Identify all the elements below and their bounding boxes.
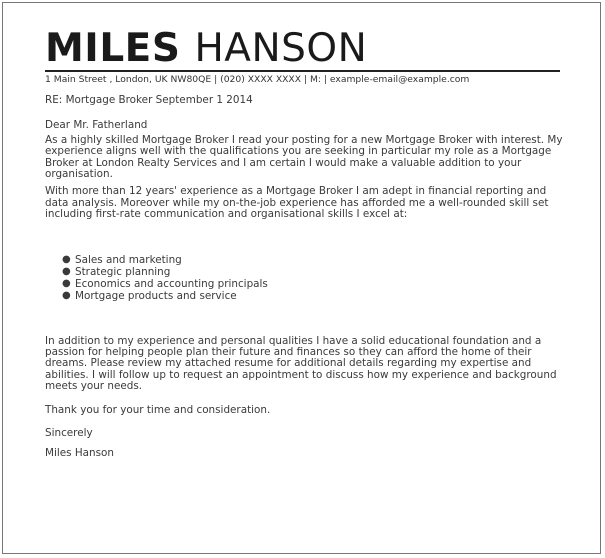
- skill-label: Mortgage products and service: [75, 289, 237, 302]
- skill-label: Strategic planning: [75, 265, 171, 278]
- header-divider: [45, 70, 560, 72]
- paragraph-experience: With more than 12 years' experience as a Mortgage Broker I am adept in financial reporting and data analysis. Moreover while my on-the-job experience has afforded me a well-rounded skill set including first-rate communication and organisational skills I excel at:: [45, 185, 549, 221]
- list-item: [62, 253, 565, 266]
- letter-body: [45, 95, 565, 459]
- list-item: [62, 265, 565, 278]
- paragraph-intro: As a highly skilled Mortgage Broker I read your posting for a new Mortgage Broker with interest. My experience aligns well with the qualifications you are seeking in particular my role as a Mortgage Broker at London Realty Services and I am certain I would make a valuable addition to your organisation.: [45, 133, 563, 181]
- contact-line: 1 Main Street , London, UK NW80QE | (020) XXXX XXXX | M: | example-email@example.com: [45, 74, 470, 85]
- letter-page: [2, 2, 601, 554]
- bullet-icon: ●: [62, 289, 71, 301]
- skill-label: Sales and marketing: [75, 253, 182, 266]
- skill-label: Economics and accounting principals: [75, 277, 268, 290]
- bullet-icon: ●: [62, 265, 71, 277]
- re-line: RE: Mortgage Broker September 1 2014: [45, 94, 253, 106]
- signature-name: Miles Hanson: [45, 446, 114, 459]
- salutation: Dear Mr. Fatherland: [45, 119, 148, 132]
- applicant-name: [45, 26, 368, 71]
- bullet-icon: ●: [62, 253, 71, 265]
- first-name: MILES: [45, 26, 181, 71]
- list-item: [62, 289, 565, 302]
- list-item: [62, 277, 565, 290]
- bullet-icon: ●: [62, 277, 71, 289]
- thanks-line: Thank you for your time and consideration.: [45, 403, 271, 416]
- last-name: HANSON: [194, 26, 368, 71]
- closing: Sincerely: [45, 427, 93, 440]
- skills-list: [45, 254, 565, 302]
- paragraph-education: In addition to my experience and personal qualities I have a solid educational foundation and a passion for helping people plan their future and finances so they can afford the home of their dreams. Please review my attached resume for additional details regarding my expertise and abilities. I will follow up to request an appointment to discuss how my experience and background meets your needs.: [45, 334, 557, 393]
